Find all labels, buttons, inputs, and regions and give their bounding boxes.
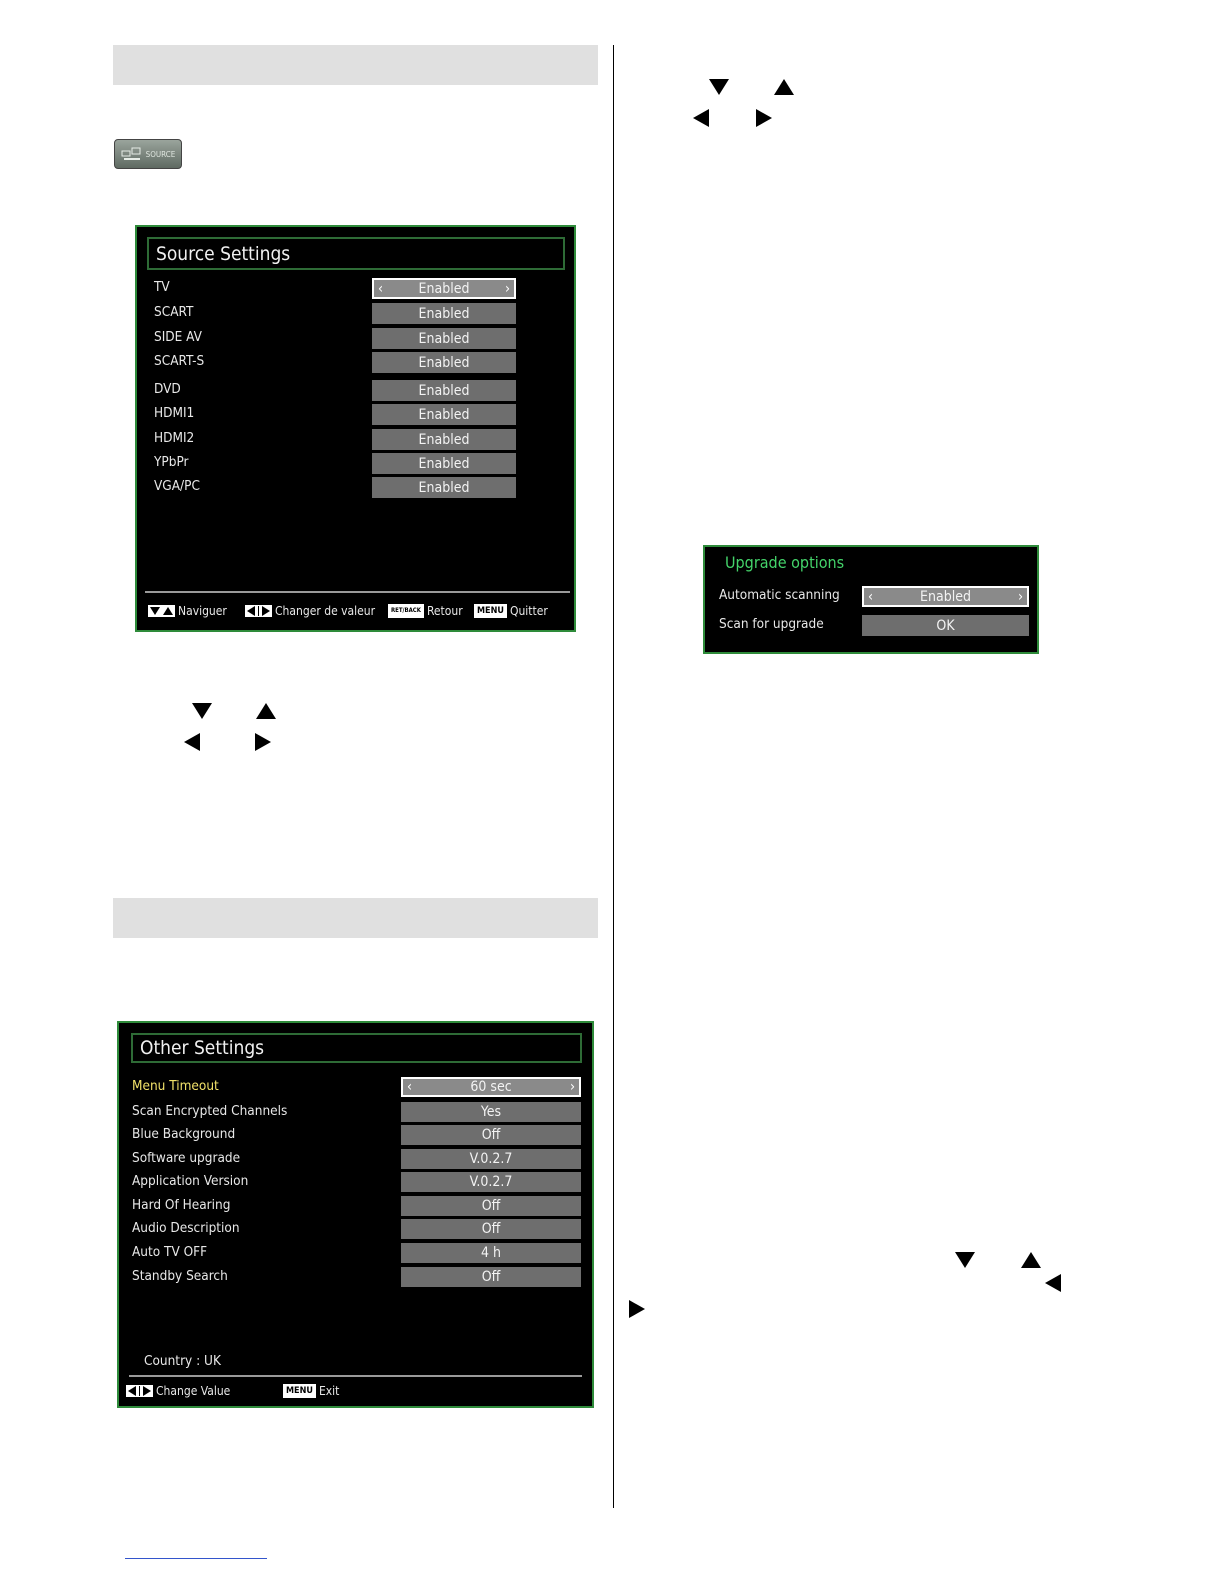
setting-value-text: Enabled [418, 354, 470, 371]
up-arrow-icon [1021, 1252, 1041, 1268]
left-arrow-icon [693, 109, 709, 127]
footer-change-value: Changer de valeur [245, 604, 375, 618]
setting-label: HDMI2 [154, 430, 195, 446]
setting-value-text: Enabled [418, 431, 470, 448]
footer-exit: MENU Exit [283, 1384, 339, 1398]
section-header-bar-2 [113, 898, 598, 938]
column-divider [613, 45, 614, 1508]
down-arrow-icon [955, 1252, 975, 1268]
menu-footer-divider [129, 1375, 582, 1377]
up-arrow-icon [256, 703, 276, 719]
setting-value[interactable] [372, 453, 516, 474]
chevron-right-icon[interactable]: › [504, 280, 510, 297]
setting-value[interactable] [401, 1243, 581, 1263]
setting-value[interactable] [401, 1219, 581, 1239]
footer-exit: MENU Quitter [474, 604, 548, 618]
setting-label: SIDE AV [154, 329, 202, 345]
setting-value-text: Enabled [418, 305, 470, 322]
setting-value-text: Enabled [418, 455, 470, 472]
left-arrow-icon [184, 733, 200, 751]
setting-value-text: Off [481, 1269, 501, 1285]
other-settings-title-box [131, 1033, 582, 1063]
down-arrow-icon [192, 703, 212, 719]
setting-value[interactable] [372, 477, 516, 498]
setting-value[interactable] [372, 303, 516, 324]
setting-value[interactable] [862, 586, 1029, 607]
setting-value[interactable] [401, 1267, 581, 1287]
chevron-right-icon[interactable]: › [1017, 588, 1023, 605]
setting-value-text: Off [481, 1221, 501, 1237]
setting-value[interactable] [372, 404, 516, 425]
setting-label: Scan Encrypted Channels [132, 1103, 288, 1119]
country-label: Country : UK [144, 1353, 221, 1369]
setting-value[interactable] [372, 352, 516, 373]
left-arrow-icon [1045, 1274, 1061, 1292]
setting-label: Menu Timeout [132, 1078, 219, 1094]
setting-value-text: Enabled [418, 330, 470, 347]
chevron-left-icon[interactable]: ‹ [407, 1079, 413, 1095]
setting-label: SCART [154, 304, 194, 320]
setting-label: YPbPr [154, 454, 189, 470]
down-arrow-icon [709, 79, 729, 95]
section-header-bar-1 [113, 45, 598, 85]
setting-label: HDMI1 [154, 405, 195, 421]
setting-value-text: Enabled [920, 588, 971, 605]
menu-title: Other Settings [140, 1037, 265, 1059]
up-arrow-icon [774, 79, 794, 95]
menu-key-icon: MENU [474, 604, 507, 618]
upgrade-options-title: Upgrade options [725, 553, 845, 572]
leftright-keys-icon [126, 1385, 153, 1397]
setting-value[interactable] [862, 615, 1029, 636]
setting-value-text: 4 h [481, 1245, 501, 1261]
setting-label: DVD [154, 381, 181, 397]
setting-value[interactable] [401, 1077, 581, 1097]
setting-value-text: Enabled [418, 479, 470, 496]
menu-footer-divider [145, 591, 570, 593]
back-key-icon: RET/BACK [388, 604, 424, 618]
setting-label: Software upgrade [132, 1150, 241, 1166]
setting-value-text: Off [481, 1127, 501, 1143]
setting-value-text: V.0.2.7 [469, 1174, 513, 1190]
upgrade-options-menu [703, 545, 1039, 654]
footer-back: RET/BACK Retour [388, 604, 463, 618]
setting-label: VGA/PC [154, 478, 200, 494]
footer-change-value: Change Value [126, 1384, 230, 1398]
setting-value-text: Enabled [418, 382, 470, 399]
footer-navigate: Naviguer [148, 604, 227, 618]
setting-label: Standby Search [132, 1268, 228, 1284]
leftright-keys-icon [245, 605, 272, 617]
setting-value[interactable] [401, 1196, 581, 1216]
setting-value[interactable] [401, 1125, 581, 1145]
setting-value-text: Enabled [418, 406, 470, 423]
chevron-left-icon[interactable]: ‹ [378, 280, 384, 297]
source-settings-title-box [147, 237, 565, 270]
other-settings-menu [117, 1021, 594, 1408]
setting-value-text: Yes [480, 1104, 502, 1120]
setting-value[interactable] [401, 1172, 581, 1192]
setting-value[interactable] [401, 1102, 581, 1122]
setting-value-text: V.0.2.7 [469, 1151, 513, 1167]
setting-label: Audio Description [132, 1220, 240, 1236]
menu-key-icon: MENU [283, 1384, 316, 1398]
setting-label: SCART-S [154, 353, 205, 369]
source-settings-menu [135, 225, 576, 632]
source-icon [121, 147, 143, 161]
setting-value-text: 60 sec [470, 1079, 512, 1095]
setting-value[interactable] [372, 328, 516, 349]
setting-label: Blue Background [132, 1126, 236, 1142]
footer-link-underline [125, 1558, 267, 1559]
setting-value[interactable] [372, 429, 516, 450]
chevron-left-icon[interactable]: ‹ [868, 588, 874, 605]
setting-label: Hard Of Hearing [132, 1197, 231, 1213]
setting-label: Auto TV OFF [132, 1244, 208, 1260]
setting-value-text: OK [936, 617, 955, 634]
setting-label: Application Version [132, 1173, 249, 1189]
chevron-right-icon[interactable]: › [569, 1079, 575, 1095]
right-arrow-icon [255, 733, 271, 751]
setting-value[interactable] [401, 1149, 581, 1169]
source-button-label: SOURCE [145, 149, 176, 159]
right-arrow-icon [756, 109, 772, 127]
setting-value[interactable] [372, 278, 516, 299]
setting-label: Automatic scanning [719, 587, 840, 603]
source-button [114, 139, 182, 169]
setting-value-text: Off [481, 1198, 501, 1214]
menu-title: Source Settings [156, 242, 291, 265]
setting-value[interactable] [372, 380, 516, 401]
setting-label: TV [154, 279, 170, 295]
setting-value-text: Enabled [418, 280, 470, 297]
setting-label: Scan for upgrade [719, 616, 824, 632]
right-arrow-icon [629, 1300, 645, 1318]
updown-keys-icon [148, 605, 175, 617]
